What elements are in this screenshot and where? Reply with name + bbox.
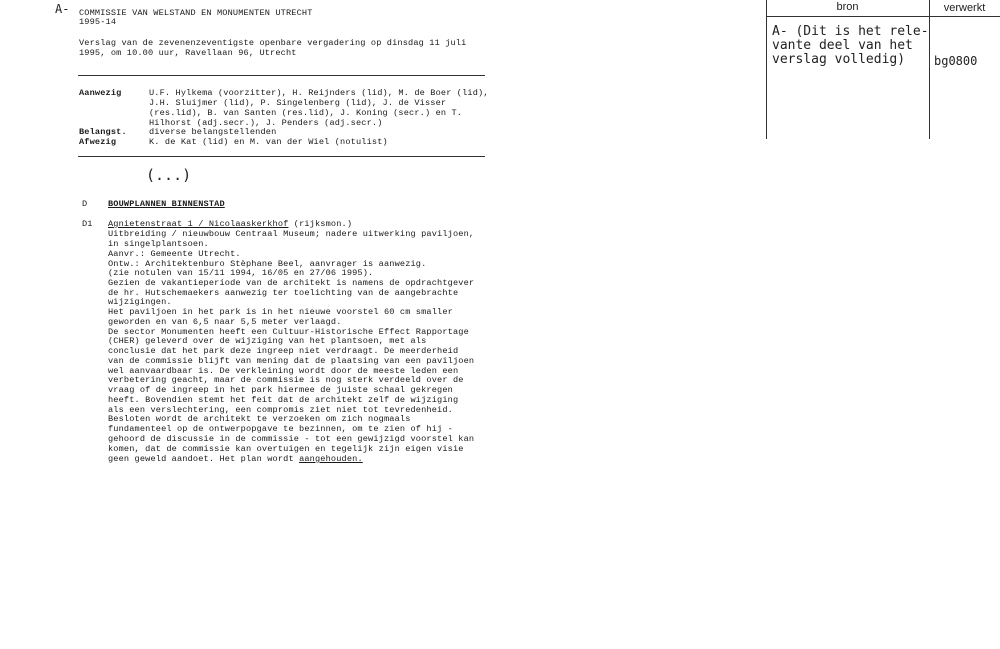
body-line: in singelplantsoen. [108,239,209,249]
omission-ellipsis: (...) [146,166,192,184]
processed-code: bg0800 [934,54,978,68]
intro-line-2: 1995, om 10.00 uur, Ravellaan 96, Utrecht [79,48,297,58]
body-line: vraag of de ingreep in het park hiermee de juiste schaal gekregen [108,385,453,395]
body-line: fundamenteel op de ontwerpopgave te bezinnen, om te zien of hij - [108,424,453,434]
commission-title: COMMISSIE VAN WELSTAND EN MONUMENTEN UTRECHT [79,8,313,18]
section-letter: D [82,199,88,209]
body-line: Aanvr.: Gemeente Utrecht. [108,249,241,259]
body-line: wel aanvaardbaar is. De verkleining wordt door de meeste leden een [108,366,459,376]
body-line: heeft. Bovendien stemt het feit dat de architekt zelf de wijziging [108,395,459,405]
present-line: J.H. Sluijmer (lid), P. Singelenberg (lid), J. de Visser [149,98,447,108]
source-note-line: vante deel van het [772,38,913,53]
stakeholders-label: Belangst. [79,127,127,137]
body-line: wijzigingen. [108,297,172,307]
absent-value: K. de Kat (lid) en M. van der Wiel (notulist) [149,137,388,147]
body-line: Besloten wordt de architekt te verzoeken om zich nogmaals [108,414,411,424]
divider-bottom [78,156,485,157]
body-line: (zie notulen van 15/11 1994, 16/05 en 27/06 1995). [108,268,374,278]
source-note-line: verslag volledig) [772,52,906,67]
body-line: Uitbreiding / nieuwbouw Centraal Museum; nadere uitwerking paviljoen, [108,229,475,239]
item-address-suffix: (rijksmon.) [288,219,353,229]
body-line-final [108,454,363,464]
body-line: komen, dat de commissie kan overtuigen en tegelijk zijn eigen visie [108,444,464,454]
body-line: verbetering geacht, maar de commissie is nog sterk verdeeld over de [108,375,464,385]
table-left-border [766,0,767,139]
decision-word: aangehouden. [299,454,363,464]
absent-label: Afwezig [79,137,117,147]
intro-line-1: Verslag van de zevenenzeventigste openbare vergadering op dinsdag 11 juli [79,38,467,48]
present-line: (res.lid), B. van Santen (res.lid), J. Koning (secr.) en T. [149,108,463,118]
table-column-divider [929,0,930,139]
margin-mark: A- [55,2,70,16]
body-line: Gezien de vakantieperiode van de architekt is namens de opdrachtgever [108,278,475,288]
present-label: Aanwezig [79,88,122,98]
column-header-processed: verwerkt [943,2,986,14]
present-line: U.F. Hylkema (voorzitter), H. Reijnders (lid), M. de Boer (lid), [149,88,489,98]
item-address: Agnietenstraat 1 / Nicolaaskerkhof [108,219,289,229]
divider-top [78,75,485,76]
body-line: gehoord de discussie in de commissie - tot een gewijzigd voorstel kan [108,434,475,444]
body-line: conclusie dat het park deze ingreep niet verdraagt. De meerderheid [108,346,459,356]
body-line: Het paviljoen in het park is in het nieuwe voorstel 60 cm smaller [108,307,453,317]
body-line: De sector Monumenten heeft een Cultuur-Historische Effect Rapportage [108,327,469,337]
stakeholders-value: diverse belangstellenden [149,127,277,137]
document-number: 1995-14 [79,17,117,27]
body-line: (CHER) geleverd over de wijziging van het plantsoen, met als [108,336,427,346]
body-line: geworden en van 6,5 naar 5,5 meter verlaagd. [108,317,342,327]
present-line: Hilhorst (adj.secr.), J. Penders (adj.secr.) [149,118,383,128]
item-number: D1 [82,219,93,229]
body-line: als een verslechtering, een compromis ziet niet tot tevredenheid. [108,405,453,415]
table-header-rule [766,16,1000,17]
column-header-source: bron [836,1,859,13]
source-note-line: A- (Dit is het rele- [772,24,929,39]
item-heading [108,219,352,229]
body-line: Ontw.: Architektenburo Stèphane Beel, aanvrager is aanwezig. [108,259,427,269]
section-title: BOUWPLANNEN BINNENSTAD [108,199,225,209]
body-line: de hr. Hutschemaekers aanwezig ter toelichting van de aangebrachte [108,288,459,298]
body-line: geen geweld aandoet. Het plan wordt [108,454,300,464]
body-line: van de commissie blijft van mening dat de plaatsing van een paviljoen [108,356,475,366]
